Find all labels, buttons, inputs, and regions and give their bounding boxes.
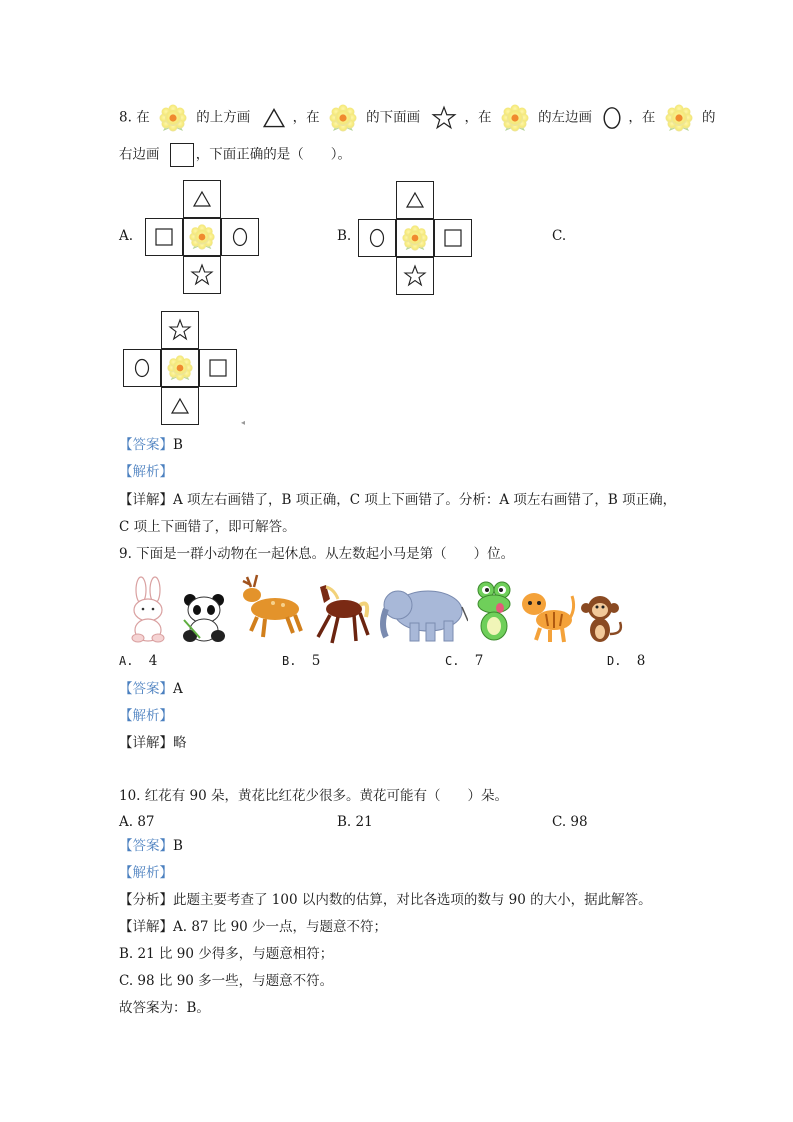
horse-icon: [310, 585, 372, 645]
option-value: 7: [474, 653, 484, 669]
detail-text: A. 87 比 90 少一点，与题意不符；: [173, 919, 388, 935]
flower-icon: [158, 103, 188, 133]
answer-tag: 【答案】: [119, 437, 173, 453]
frog-icon: [470, 580, 518, 644]
cell-bottom: [396, 257, 434, 295]
star-icon: [403, 264, 427, 288]
analysis-tag: 【解析】: [119, 708, 173, 724]
elephant-icon: [376, 585, 468, 643]
detail-text: B. 21 比 90 少得多，与题意相符；: [119, 946, 334, 962]
q10-analysis: [119, 863, 173, 883]
question-text: 10. 红花有 90 朵，黄花比红花少很多。黄花可能有（ ）朵。: [119, 788, 509, 804]
text-fragment: ，在: [628, 109, 656, 126]
fenxi-tag: 【分析】: [119, 892, 173, 908]
flower-icon: [328, 103, 358, 133]
text-fragment: 的: [701, 109, 716, 126]
text-fragment: ，下面正确的是（ ）。: [195, 146, 352, 163]
panda-icon: [180, 592, 228, 644]
option-label: C. 98: [552, 814, 588, 830]
q9-question: [119, 544, 514, 564]
detail-text: C. 98 比 90 多一些，与题意不符。: [119, 973, 334, 989]
option-label: A.: [119, 228, 134, 244]
detail-text: C 项上下画错了，即可解答。: [119, 519, 296, 535]
q8-detail-line2: [119, 517, 296, 537]
question-text: 9. 下面是一群小动物在一起休息。从左数起小马是第（ ）位。: [119, 546, 515, 562]
cell-right: [221, 218, 259, 256]
circle-icon: [369, 228, 385, 248]
q10-fenxi: [119, 890, 652, 910]
fenxi-text: 此题主要考查了 100 以内数的估算，对比各选项的数与 90 的大小，据此解答。: [173, 892, 652, 908]
option-label: B.: [337, 228, 352, 244]
text-fragment: 的上方画: [196, 109, 251, 126]
q10-detail-line4: [119, 998, 210, 1018]
q9-answer: [119, 679, 183, 699]
text-fragment: ，在: [464, 109, 492, 126]
flower-icon: [401, 224, 429, 252]
q9-detail: [119, 733, 187, 753]
answer-value: B: [173, 838, 183, 854]
cell-right: [434, 219, 472, 257]
cell-top: [396, 181, 434, 219]
small-arrow-mark: ◂: [241, 418, 246, 427]
cell-center: [161, 349, 199, 387]
option-label: B. 21: [337, 814, 373, 830]
q10-option-b[interactable]: [337, 812, 373, 832]
q10-detail-line1: [119, 917, 387, 937]
q9-option-b[interactable]: [282, 653, 320, 669]
detail-text: 略: [173, 735, 187, 751]
cell-center: [183, 218, 221, 256]
detail-tag: 【详解】: [119, 919, 173, 935]
cell-center: [396, 219, 434, 257]
option-value: 4: [148, 653, 158, 669]
q8-detail-line1: [119, 490, 676, 510]
q10-answer: [119, 836, 183, 856]
circle-icon: [602, 106, 622, 130]
text-fragment: 在: [136, 109, 150, 126]
q9-option-a[interactable]: [119, 653, 157, 669]
answer-tag: 【答案】: [119, 681, 173, 697]
q8-line2: [119, 143, 351, 167]
q8-line1: [119, 103, 715, 133]
cell-right: [199, 349, 237, 387]
circle-icon: [134, 358, 150, 378]
q10-option-c[interactable]: [552, 812, 588, 832]
option-label: C.: [445, 654, 460, 668]
triangle-icon: [405, 191, 425, 209]
detail-text: 故答案为：B。: [119, 1000, 210, 1016]
cell-top: [161, 311, 199, 349]
answer-tag: 【答案】: [119, 838, 173, 854]
detail-tag: 【详解】: [119, 735, 173, 751]
option-label: A.: [119, 654, 134, 668]
question-number: 8.: [119, 109, 132, 126]
flower-icon: [166, 354, 194, 382]
cell-left: [145, 218, 183, 256]
option-label: D.: [607, 654, 622, 668]
detail-tag: 【详解】: [119, 492, 173, 508]
cell-top: [183, 180, 221, 218]
square-icon: [443, 228, 463, 248]
tiger-icon: [520, 590, 578, 644]
q8-analysis: [119, 462, 173, 482]
q9-analysis: [119, 706, 173, 726]
option-value: 5: [311, 653, 321, 669]
option-value: 8: [636, 653, 646, 669]
triangle-icon: [192, 190, 212, 208]
answer-value: A: [173, 681, 183, 697]
q10-detail-line2: [119, 944, 333, 964]
cell-left: [123, 349, 161, 387]
circle-icon: [232, 227, 248, 247]
text-fragment: 的下面画: [366, 109, 421, 126]
q8-answer: [119, 435, 183, 455]
q9-option-c[interactable]: [445, 653, 483, 669]
analysis-tag: 【解析】: [119, 464, 173, 480]
cell-left: [358, 219, 396, 257]
q10-option-a[interactable]: [119, 812, 155, 832]
rabbit-icon: [124, 576, 172, 644]
q10-detail-line3: [119, 971, 333, 991]
cell-bottom: [183, 256, 221, 294]
square-icon: [154, 227, 174, 247]
text-fragment: ，在: [292, 109, 320, 126]
text-fragment: 的左边画: [538, 109, 593, 126]
q10-question: [119, 786, 508, 806]
star-icon: [190, 263, 214, 287]
option-label: A. 87: [119, 814, 155, 830]
star-icon: [430, 105, 458, 131]
detail-text: A 项左右画错了，B 项正确，C 项上下画错了。分析：A 项左右画错了，B 项正确，: [173, 492, 677, 508]
analysis-tag: 【解析】: [119, 865, 173, 881]
text-fragment: 右边画: [119, 146, 160, 163]
square-icon: [208, 358, 228, 378]
flower-icon: [500, 103, 530, 133]
answer-value: B: [173, 437, 183, 453]
flower-icon: [188, 223, 216, 251]
triangle-icon: [170, 397, 190, 415]
option-label: B.: [282, 654, 297, 668]
option-label: C.: [552, 228, 567, 244]
triangle-icon: [261, 107, 287, 129]
q9-option-d[interactable]: [607, 653, 645, 669]
monkey-icon: [580, 594, 626, 644]
square-icon: [170, 143, 194, 167]
star-icon: [168, 318, 192, 342]
cell-bottom: [161, 387, 199, 425]
flower-icon: [664, 103, 694, 133]
deer-icon: [237, 573, 307, 643]
